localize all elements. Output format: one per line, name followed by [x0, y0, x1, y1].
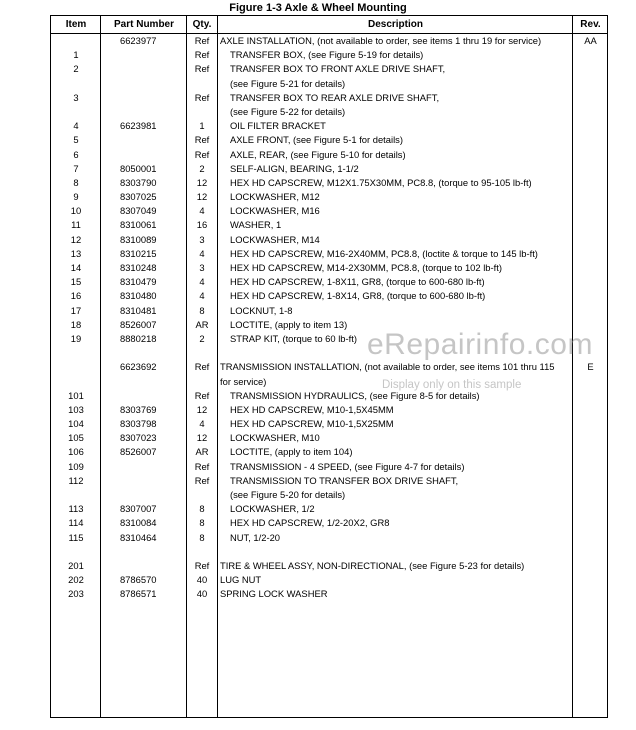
revision: AA — [584, 35, 597, 46]
part-number: 8310248 — [120, 262, 157, 274]
part-number: 8310481 — [120, 304, 157, 316]
description — [218, 133, 573, 147]
part-number: 6623977 — [120, 35, 157, 46]
description — [218, 417, 573, 431]
description — [218, 148, 573, 162]
table-row — [51, 502, 607, 516]
item-number: 18 — [70, 318, 82, 330]
quantity: 12 — [196, 432, 208, 444]
part-number: 8526007 — [120, 446, 157, 458]
item-number: 114 — [68, 517, 84, 529]
item-number: 104 — [68, 418, 84, 430]
table-row — [51, 190, 607, 204]
quantity: 3 — [199, 262, 205, 274]
part-number: 8310480 — [120, 290, 157, 302]
quantity: 8 — [199, 531, 205, 543]
table-row — [51, 445, 607, 459]
header-qty: Qty. — [192, 19, 212, 30]
item-number: 203 — [68, 588, 84, 600]
quantity: 8 — [199, 304, 205, 316]
description-line: (see Figure 5-22 for details) — [230, 105, 346, 117]
table-row — [51, 431, 607, 445]
table-row — [51, 417, 607, 431]
description — [218, 62, 573, 90]
item-number: 2 — [73, 63, 79, 75]
description — [218, 247, 573, 261]
part-number: 8307007 — [120, 503, 157, 515]
table-row — [51, 148, 607, 162]
quantity: Ref — [194, 474, 210, 486]
description — [218, 162, 573, 176]
item-number: 6 — [73, 148, 79, 160]
description — [218, 275, 573, 289]
quantity: AR — [195, 446, 209, 458]
description-line: WASHER, 1 — [230, 219, 282, 231]
table-row — [51, 360, 607, 388]
description-line: TIRE & WHEEL ASSY, NON-DIRECTIONAL, (see Figure 5-23 for details) — [220, 560, 525, 571]
description-line: LOCKWASHER, M16 — [230, 205, 320, 217]
header-rev: Rev. — [580, 19, 601, 30]
item-number: 113 — [68, 503, 84, 515]
table-row — [51, 516, 607, 530]
quantity: 4 — [199, 418, 205, 430]
description-line: TRANSFER BOX, (see Figure 5-19 for details) — [230, 49, 424, 61]
part-number: 6623981 — [120, 120, 157, 132]
part-number: 8303798 — [120, 418, 157, 430]
description — [218, 431, 573, 445]
table-row — [51, 233, 607, 247]
quantity: 4 — [199, 205, 205, 217]
quantity: 16 — [196, 219, 208, 231]
table-row — [51, 119, 607, 133]
description-line: TRANSMISSION - 4 SPEED, (see Figure 4-7 for details) — [230, 460, 465, 472]
quantity: 4 — [199, 247, 205, 259]
item-number: 202 — [68, 574, 84, 586]
table-row — [51, 34, 607, 48]
quantity: 3 — [199, 233, 205, 245]
table-row — [51, 218, 607, 232]
description — [218, 559, 573, 573]
part-number: 8310215 — [120, 247, 157, 259]
table-row — [51, 474, 607, 502]
description-line: HEX HD CAPSCREW, M12X1.75X30MM, PC8.8, (torque to 95-105 lb-ft) — [230, 176, 532, 188]
description-line: NUT, 1/2-20 — [230, 531, 281, 543]
header-part-number: Part Number — [113, 19, 174, 30]
quantity: 8 — [199, 517, 205, 529]
quantity: Ref — [194, 63, 210, 75]
item-number: 101 — [68, 389, 84, 401]
description-line: HEX HD CAPSCREW, 1-8X14, GR8, (torque to 600-680 lb-ft) — [230, 290, 486, 302]
quantity: 8 — [199, 503, 205, 515]
description-line: HEX HD CAPSCREW, M10-1,5X25MM — [230, 418, 394, 430]
item-number: 105 — [68, 432, 84, 444]
description — [218, 502, 573, 516]
table-row — [51, 204, 607, 218]
description-line: TRANSMISSION TO TRANSFER BOX DRIVE SHAFT, — [230, 474, 459, 486]
table-row — [51, 587, 607, 601]
quantity: 40 — [196, 574, 208, 586]
item-number: 201 — [68, 560, 84, 571]
part-number: 8307049 — [120, 205, 157, 217]
description-line: TRANSFER BOX TO FRONT AXLE DRIVE SHAFT, — [230, 63, 446, 75]
part-number: 8050001 — [120, 162, 157, 174]
item-number: 8 — [73, 176, 79, 188]
item-number: 106 — [68, 446, 84, 458]
description-line: (see Figure 5-21 for details) — [230, 77, 346, 89]
quantity: Ref — [194, 49, 210, 61]
description-line: LOCTITE, (apply to item 13) — [230, 318, 348, 330]
revision: E — [587, 361, 594, 373]
item-number: 112 — [68, 474, 84, 486]
part-number: 8303790 — [120, 176, 157, 188]
description — [218, 91, 573, 119]
table-row — [51, 304, 607, 318]
table-row — [51, 133, 607, 147]
description-line: HEX HD CAPSCREW, M16-2X40MM, PC8.8, (loctite & torque to 145 lb-ft) — [230, 247, 538, 259]
quantity: 2 — [199, 162, 205, 174]
description — [218, 204, 573, 218]
part-number: 8310464 — [120, 531, 157, 543]
part-number: 6623692 — [120, 361, 157, 373]
description — [218, 587, 573, 601]
description-line: AXLE, REAR, (see Figure 5-10 for details) — [230, 148, 406, 160]
item-number: 14 — [70, 262, 82, 274]
table-row — [51, 531, 607, 545]
description-line: HEX HD CAPSCREW, 1-8X11, GR8, (torque to 600-680 lb-ft) — [230, 276, 485, 288]
quantity: AR — [195, 318, 209, 330]
part-number: 8526007 — [120, 318, 157, 330]
quantity: 40 — [196, 588, 208, 600]
table-row — [51, 559, 607, 573]
description-line: (see Figure 5-20 for details) — [230, 489, 346, 501]
description — [218, 460, 573, 474]
description — [218, 34, 573, 48]
part-number: 8310084 — [120, 517, 157, 529]
description — [218, 516, 573, 530]
part-number: 8786571 — [120, 588, 157, 600]
description-line: OIL FILTER BRACKET — [230, 120, 326, 132]
watermark-text: eRepairinfo.com — [367, 328, 593, 361]
table-row — [51, 176, 607, 190]
description — [218, 48, 573, 62]
item-number: 11 — [71, 219, 81, 231]
description-line: TRANSFER BOX TO REAR AXLE DRIVE SHAFT, — [230, 91, 440, 103]
description-line: SPRING LOCK WASHER — [220, 588, 328, 600]
parts-table — [50, 15, 608, 718]
part-number: 8880218 — [120, 332, 157, 344]
part-number: 8310061 — [120, 219, 157, 231]
table-header — [51, 16, 607, 34]
part-number: 8310089 — [120, 233, 157, 245]
description-line: STRAP KIT, (torque to 60 lb-ft) — [230, 332, 357, 344]
part-number: 8307025 — [120, 191, 157, 203]
quantity: 4 — [199, 290, 205, 302]
description — [218, 573, 573, 587]
description-line: LOCKWASHER, M12 — [230, 191, 320, 203]
description — [218, 445, 573, 459]
item-number: 7 — [73, 162, 79, 174]
description — [218, 403, 573, 417]
part-number: 8307023 — [120, 432, 157, 444]
quantity: 2 — [199, 332, 205, 344]
description-line: TRANSMISSION HYDRAULICS, (see Figure 8-5 for details) — [230, 389, 480, 401]
watermark-subtext: Display only on this sample — [382, 379, 522, 391]
quantity: Ref — [194, 134, 210, 146]
description-line: for service) — [220, 375, 267, 387]
item-number: 5 — [73, 134, 79, 146]
item-number: 103 — [68, 403, 84, 415]
quantity: 12 — [196, 176, 208, 188]
table-row — [51, 573, 607, 587]
description — [218, 531, 573, 545]
item-number: 13 — [70, 247, 82, 259]
description-line: LOCKWASHER, 1/2 — [230, 503, 315, 515]
description-line: LOCKWASHER, M10 — [230, 432, 320, 444]
description-line: LOCTITE, (apply to item 104) — [230, 446, 353, 458]
quantity: 1 — [199, 120, 205, 132]
description-line: HEX HD CAPSCREW, M14-2X30MM, PC8.8, (torque to 102 lb-ft) — [230, 262, 502, 274]
item-number: 12 — [70, 233, 82, 245]
table-body — [51, 34, 607, 602]
description-line: SELF-ALIGN, BEARING, 1-1/2 — [230, 162, 359, 174]
description-line: AXLE FRONT, (see Figure 5-1 for details) — [230, 134, 403, 146]
table-row — [51, 247, 607, 261]
header-description: Description — [367, 19, 423, 30]
table-row — [51, 62, 607, 90]
item-number: 115 — [68, 531, 84, 543]
quantity: Ref — [194, 460, 210, 472]
quantity: Ref — [194, 91, 210, 103]
description-line: HEX HD CAPSCREW, 1/2-20X2, GR8 — [230, 517, 390, 529]
quantity: Ref — [194, 148, 210, 160]
quantity: Ref — [194, 389, 210, 401]
description — [218, 119, 573, 133]
quantity: 4 — [199, 276, 205, 288]
quantity: Ref — [194, 35, 210, 46]
item-number: 1 — [73, 49, 79, 61]
part-number: 8786570 — [120, 574, 157, 586]
table-row — [51, 460, 607, 474]
quantity: 12 — [196, 191, 208, 203]
item-number: 15 — [70, 276, 82, 288]
table-row — [51, 289, 607, 303]
description-line: LOCKNUT, 1-8 — [230, 304, 293, 316]
item-number: 9 — [73, 191, 79, 203]
description-line: LOCKWASHER, M14 — [230, 233, 320, 245]
part-number: 8303769 — [120, 403, 157, 415]
table-row — [51, 389, 607, 403]
quantity: Ref — [194, 560, 210, 571]
description-line: TRANSMISSION INSTALLATION, (not available to order, see items 101 thru 115 — [220, 361, 555, 373]
table-row — [51, 403, 607, 417]
part-number: 8310479 — [120, 276, 157, 288]
description-line: HEX HD CAPSCREW, M10-1,5X45MM — [230, 403, 394, 415]
quantity: Ref — [194, 361, 210, 373]
description — [218, 218, 573, 232]
item-number: 16 — [70, 290, 82, 302]
quantity: 12 — [196, 403, 208, 415]
table-row — [51, 91, 607, 119]
header-item: Item — [65, 19, 87, 30]
description — [218, 233, 573, 247]
description — [218, 289, 573, 303]
item-number: 10 — [70, 205, 82, 217]
description — [218, 176, 573, 190]
table-row — [51, 261, 607, 275]
description-line: LUG NUT — [220, 574, 262, 586]
item-number: 3 — [73, 91, 79, 103]
table-row — [51, 275, 607, 289]
description — [218, 190, 573, 204]
item-number: 19 — [70, 332, 82, 344]
item-number: 17 — [70, 304, 82, 316]
description — [218, 261, 573, 275]
figure-title: Figure 1-3 Axle & Wheel Mounting — [229, 2, 407, 14]
item-number: 4 — [73, 120, 79, 132]
description — [218, 474, 573, 502]
description — [218, 304, 573, 318]
table-row — [51, 48, 607, 62]
table-row — [51, 162, 607, 176]
item-number: 109 — [68, 460, 84, 472]
description-line: AXLE INSTALLATION, (not available to order, see items 1 thru 19 for service) — [220, 35, 542, 46]
